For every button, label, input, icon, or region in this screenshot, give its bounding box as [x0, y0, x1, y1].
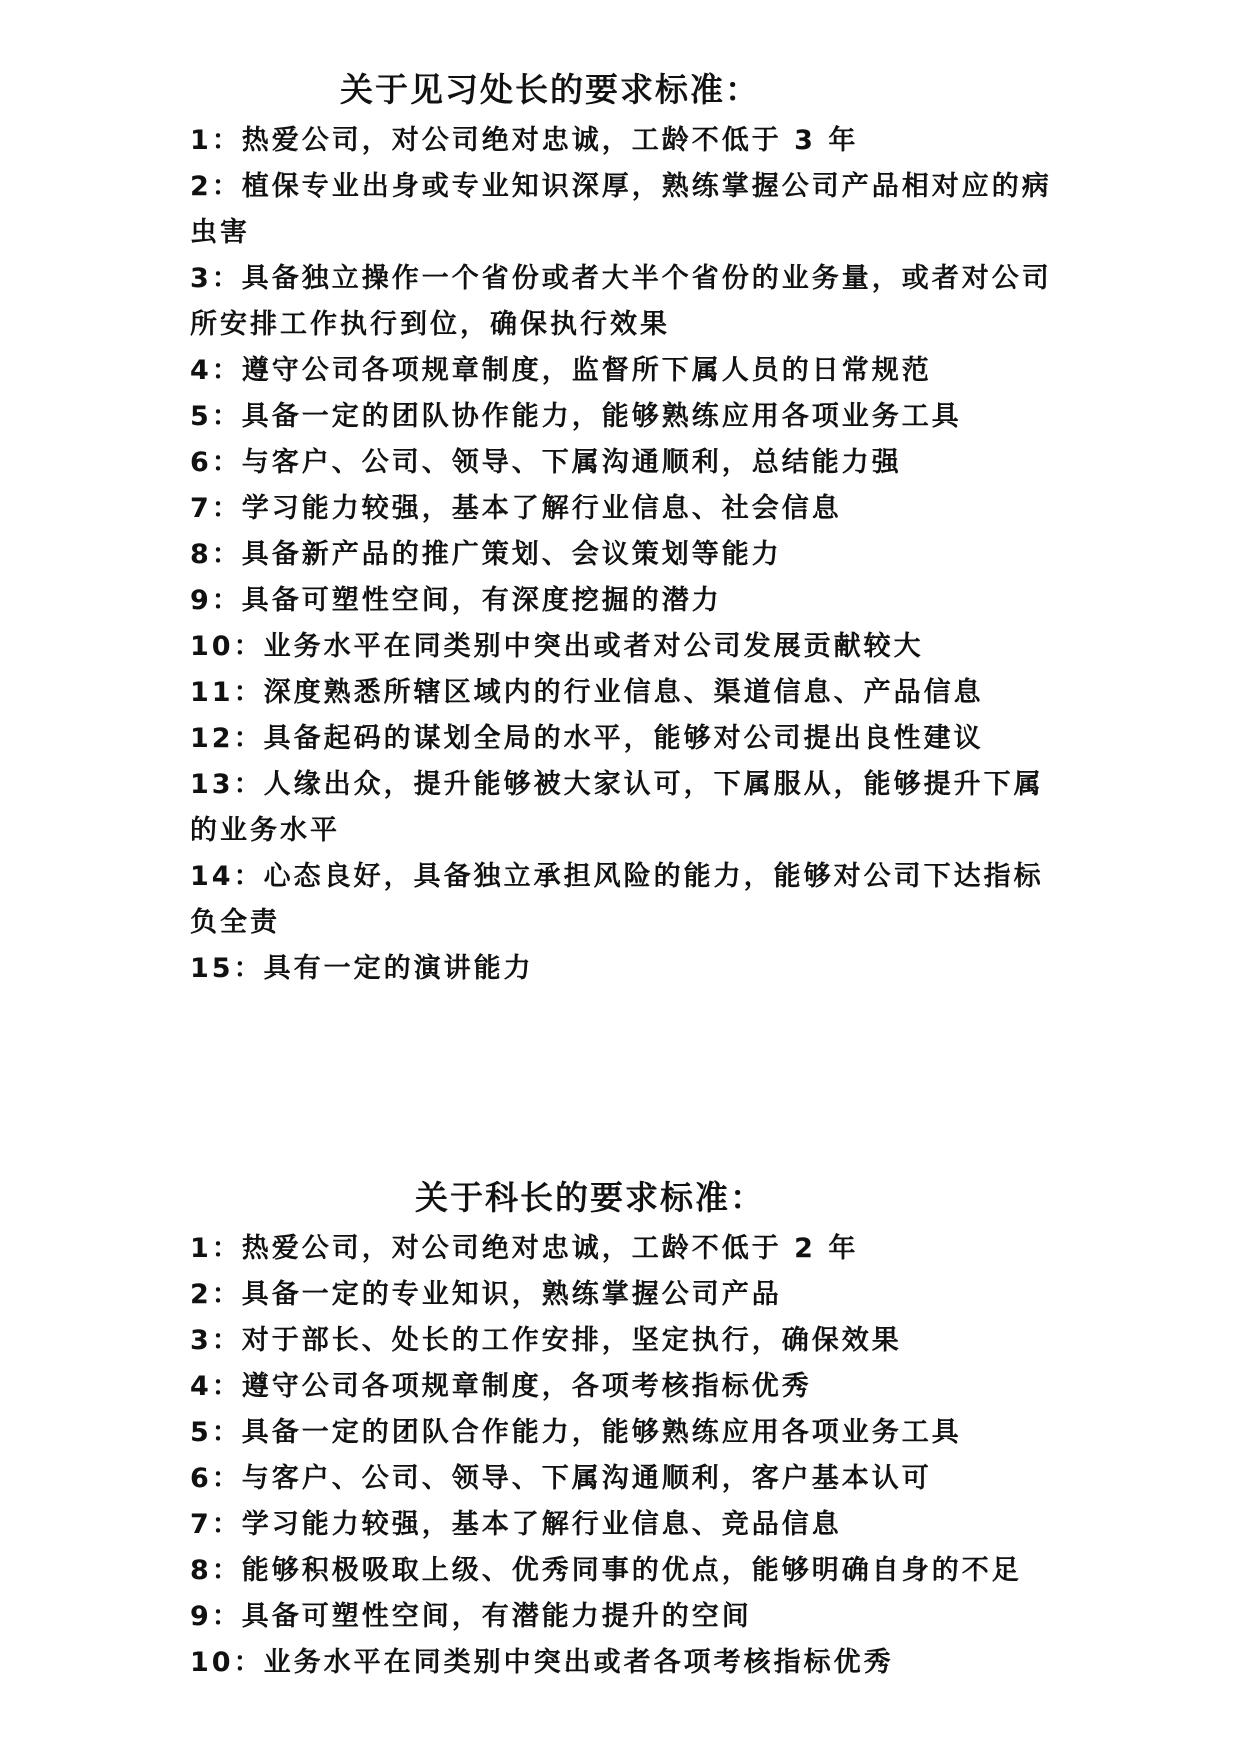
list-item: 2：具备一定的专业知识，熟练掌握公司产品: [190, 1279, 782, 1310]
list-item: 5：具备一定的团队合作能力，能够熟练应用各项业务工具: [190, 1417, 962, 1448]
list-item: 15：具有一定的演讲能力: [190, 953, 534, 984]
section-title: 关于见习处长的要求标准：: [340, 70, 760, 109]
list-item: 7：学习能力较强，基本了解行业信息、竞品信息: [190, 1509, 842, 1540]
list-item: 8：具备新产品的推广策划、会议策划等能力: [190, 539, 782, 570]
list-item: 11：深度熟悉所辖区域内的行业信息、渠道信息、产品信息: [190, 677, 984, 708]
list-item: 6：与客户、公司、领导、下属沟通顺利，总结能力强: [190, 447, 902, 478]
list-item: 10：业务水平在同类别中突出或者各项考核指标优秀: [190, 1647, 894, 1678]
list-item: 3：对于部长、处长的工作安排，坚定执行，确保效果: [190, 1325, 902, 1356]
list-item: 14：心态良好，具备独立承担风险的能力，能够对公司下达指标负全责: [190, 861, 1044, 938]
list-item: 6：与客户、公司、领导、下属沟通顺利，客户基本认可: [190, 1463, 932, 1494]
section-section-chief-standards: [190, 1170, 1070, 1686]
list-item: 9：具备可塑性空间，有深度挖掘的潜力: [190, 585, 722, 616]
list-item: 1：热爱公司，对公司绝对忠诚，工龄不低于 3 年: [190, 125, 859, 156]
list-item: 12：具备起码的谋划全局的水平，能够对公司提出良性建议: [190, 723, 984, 754]
list-item: 8：能够积极吸取上级、优秀同事的优点，能够明确自身的不足: [190, 1555, 1022, 1586]
list-item: 1：热爱公司，对公司绝对忠诚，工龄不低于 2 年: [190, 1233, 859, 1264]
list-item: 9：具备可塑性空间，有潜能力提升的空间: [190, 1601, 752, 1632]
list-item: 4：遵守公司各项规章制度，监督所下属人员的日常规范: [190, 355, 932, 386]
list-item: 3：具备独立操作一个省份或者大半个省份的业务量，或者对公司所安排工作执行到位，确保执行效果: [190, 263, 1052, 340]
list-item: 13：人缘出众，提升能够被大家认可，下属服从，能够提升下属的业务水平: [190, 769, 1044, 846]
list-item: 2：植保专业出身或专业知识深厚，熟练掌握公司产品相对应的病虫害: [190, 171, 1052, 248]
list-item: 4：遵守公司各项规章制度，各项考核指标优秀: [190, 1371, 812, 1402]
list-item: 5：具备一定的团队协作能力，能够熟练应用各项业务工具: [190, 401, 962, 432]
section-title: 关于科长的要求标准：: [415, 1178, 765, 1217]
list-item: 10：业务水平在同类别中突出或者对公司发展贡献较大: [190, 631, 924, 662]
section-deputy-director-standards: [190, 62, 1070, 992]
list-item: 7：学习能力较强，基本了解行业信息、社会信息: [190, 493, 842, 524]
